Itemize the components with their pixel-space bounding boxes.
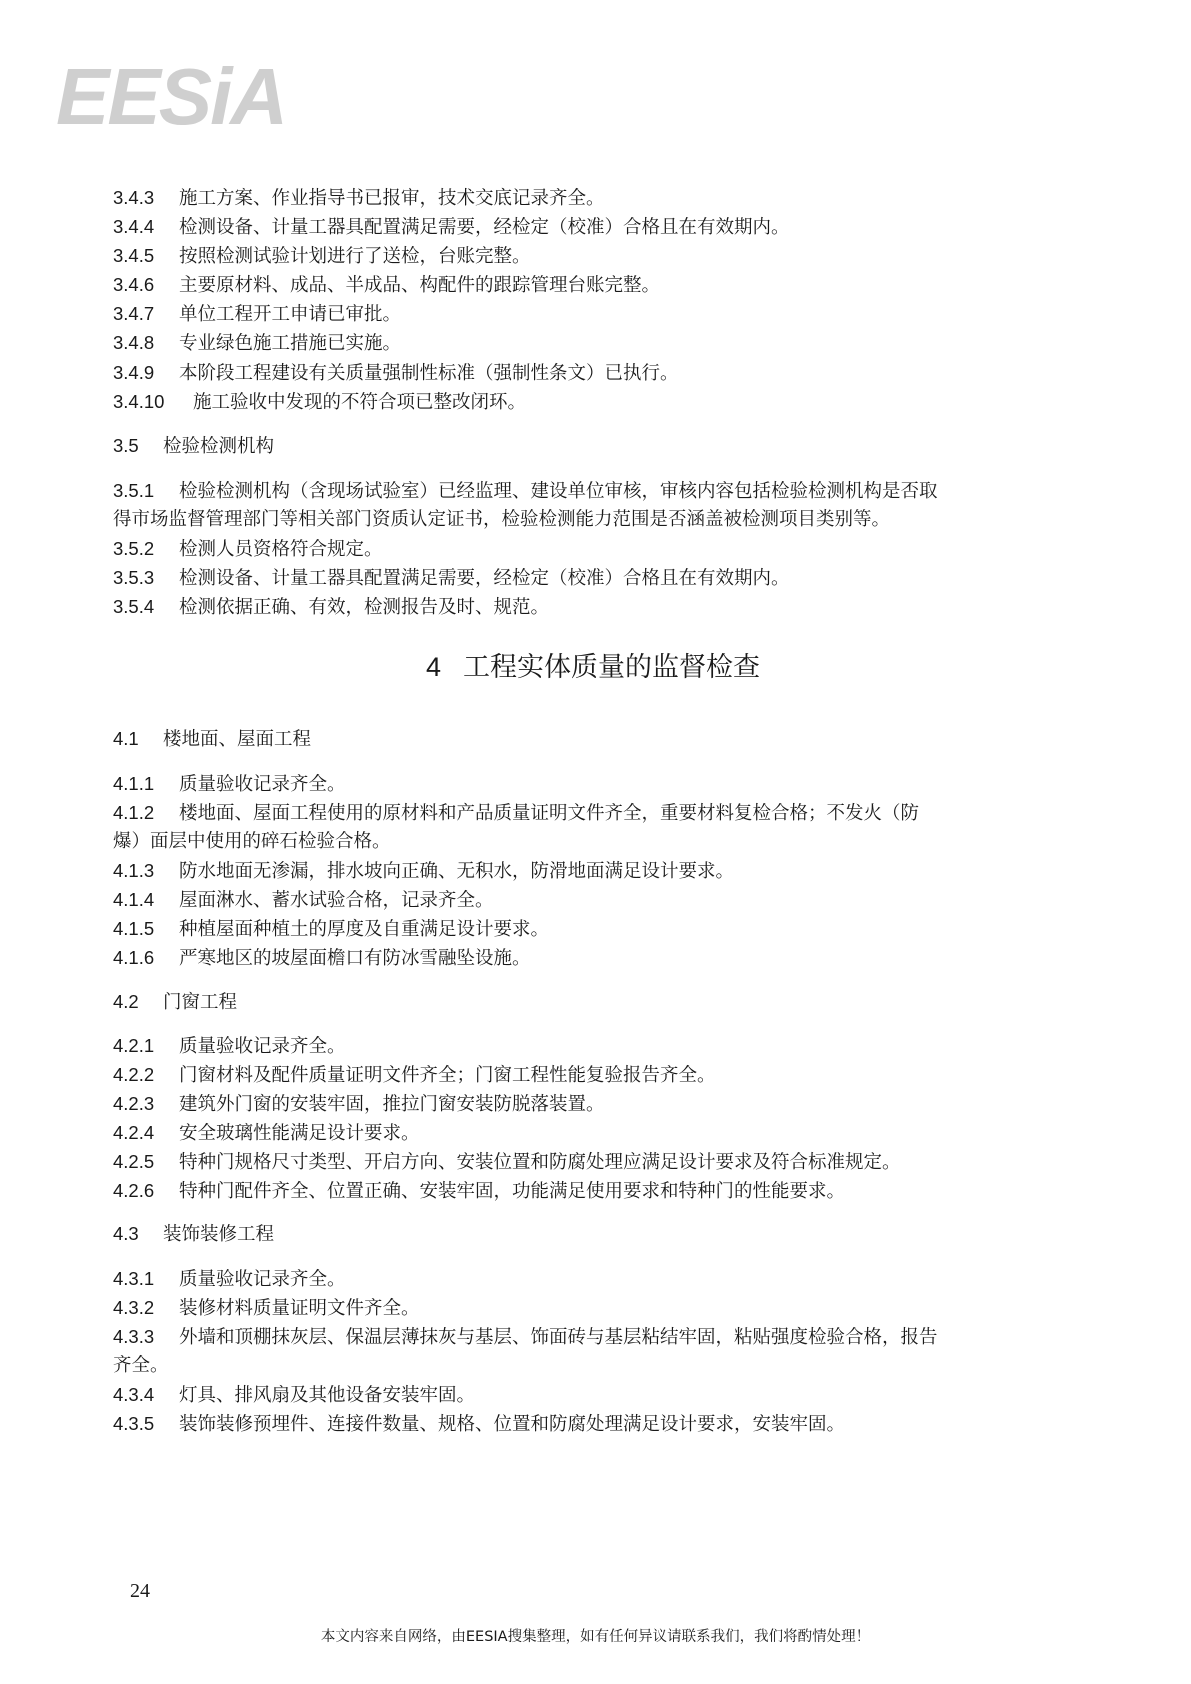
clause-4-2-6: 4.2.6 特种门配件齐全、位置正确、安装牢固，功能满足使用要求和特种门的性能要求。: [113, 1180, 846, 1202]
clause-4-3-5: 4.3.5 装饰装修预埋件、连接件数量、规格、位置和防腐处理满足设计要求，安装牢固。: [113, 1413, 846, 1435]
clause-3-4-7: 3.4.7 单位工程开工申请已审批。: [113, 303, 402, 325]
clause-4-1-1: 4.1.1 质量验收记录齐全。: [113, 773, 346, 795]
section-heading-3-5: 3.5 检验检测机构: [113, 435, 275, 457]
clause-4-2-2: 4.2.2 门窗材料及配件质量证明文件齐全；门窗工程性能复验报告齐全。: [113, 1064, 716, 1086]
clause-3-4-5: 3.4.5 按照检测试验计划进行了送检，台账完整。: [113, 245, 531, 267]
clause-3-4-9: 3.4.9 本阶段工程建设有关质量强制性标准（强制性条文）已执行。: [113, 362, 679, 384]
section-heading-4-1: 4.1 楼地面、屋面工程: [113, 728, 312, 750]
clause-4-2-3: 4.2.3 建筑外门窗的安装牢固，推拉门窗安装防脱落装置。: [113, 1093, 605, 1115]
clause-4-2-5: 4.2.5 特种门规格尺寸类型、开启方向、安装位置和防腐处理应满足设计要求及符合标准规定。: [113, 1151, 901, 1173]
clause-3-4-3: 3.4.3 施工方案、作业指导书已报审，技术交底记录齐全。: [113, 187, 605, 209]
clause-3-4-6: 3.4.6 主要原材料、成品、半成品、构配件的跟踪管理台账完整。: [113, 274, 661, 296]
clause-4-3-4: 4.3.4 灯具、排风扇及其他设备安装牢固。: [113, 1384, 476, 1406]
clause-4-3-1: 4.3.1 质量验收记录齐全。: [113, 1268, 346, 1290]
chapter-heading-4: 4 工程实体质量的监督检查: [425, 652, 761, 683]
logo-text: EESiA: [56, 52, 287, 141]
clause-4-1-4: 4.1.4 屋面淋水、蓄水试验合格，记录齐全。: [113, 889, 494, 911]
clause-4-1-2: 4.1.2 楼地面、屋面工程使用的原材料和产品质量证明文件齐全，重要材料复检合格；不发火（防: [113, 802, 920, 824]
clause-3-5-4: 3.5.4 检测依据正确、有效，检测报告及时、规范。: [113, 596, 550, 618]
footer-disclaimer: 本文内容来自网络，由EESIA搜集整理，如有任何异议请联系我们，我们将酌情处理！: [320, 1629, 871, 1645]
clause-3-5-3: 3.5.3 检测设备、计量工器具配置满足需要，经检定（校准）合格且在有效期内。: [113, 567, 790, 589]
clause-3-4-10: 3.4.10 施工验收中发现的不符合项已整改闭环。: [113, 391, 527, 413]
clause-4-2-1: 4.2.1 质量验收记录齐全。: [113, 1035, 346, 1057]
clause-4-1-6: 4.1.6 严寒地区的坡屋面檐口有防冰雪融坠设施。: [113, 947, 531, 969]
clause-3-4-4: 3.4.4 检测设备、计量工器具配置满足需要，经检定（校准）合格且在有效期内。: [113, 216, 790, 238]
clause-4-3-3-cont: 齐全。: [113, 1355, 169, 1376]
clause-4-1-5: 4.1.5 种植屋面种植土的厚度及自重满足设计要求。: [113, 918, 550, 940]
clause-4-3-3: 4.3.3 外墙和顶棚抹灰层、保温层薄抹灰与基层、饰面砖与基层粘结牢固，粘贴强度检验合格，报告: [113, 1326, 938, 1348]
clause-4-3-2: 4.3.2 装修材料质量证明文件齐全。: [113, 1297, 420, 1319]
clause-3-4-8: 3.4.8 专业绿色施工措施已实施。: [113, 332, 402, 354]
section-heading-4-2: 4.2 门窗工程: [113, 991, 238, 1013]
section-heading-4-3: 4.3 装饰装修工程: [113, 1223, 275, 1245]
clause-4-2-4: 4.2.4 安全玻璃性能满足设计要求。: [113, 1122, 420, 1144]
clause-3-5-1-cont: 得市场监督管理部门等相关部门资质认定证书，检验检测能力范围是否涵盖被检测项目类别等。: [113, 509, 891, 530]
clause-4-1-3: 4.1.3 防水地面无渗漏，排水坡向正确、无积水，防滑地面满足设计要求。: [113, 860, 735, 882]
clause-4-1-2-cont: 爆）面层中使用的碎石检验合格。: [113, 831, 391, 852]
clause-3-5-2: 3.5.2 检测人员资格符合规定。: [113, 538, 383, 560]
clause-3-5-1: 3.5.1 检验检测机构（含现场试验室）已经监理、建设单位审核，审核内容包括检验检测机构是否取: [113, 480, 938, 502]
eesia-logo: [56, 52, 296, 142]
page-number: 24: [130, 1580, 150, 1602]
